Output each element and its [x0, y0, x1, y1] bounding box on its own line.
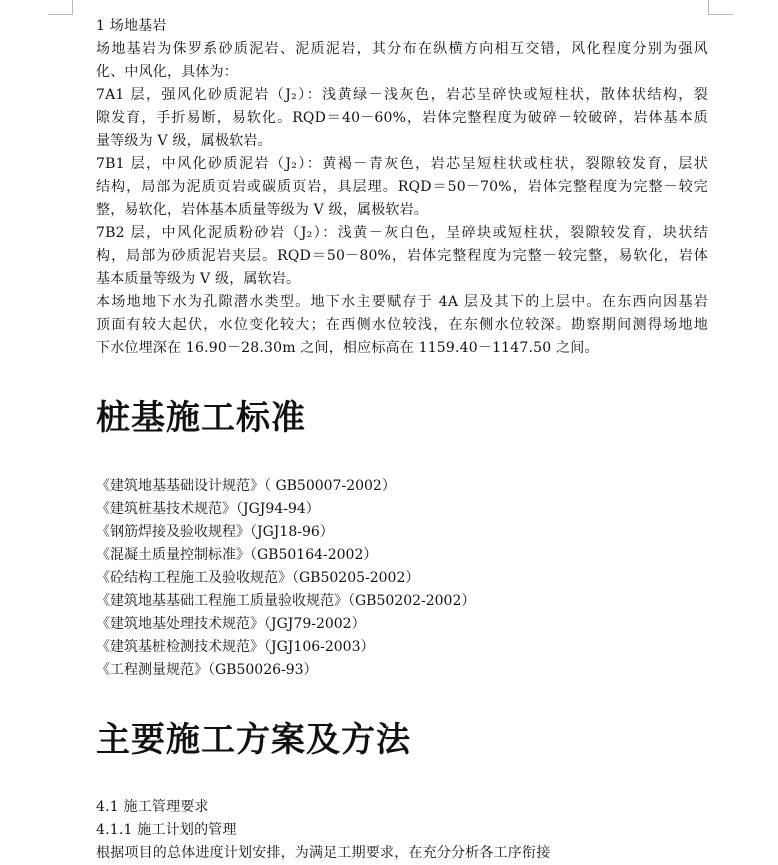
list-item: 《建筑地基基础设计规范》（ GB50007-2002） [96, 478, 396, 494]
paragraph-line: 化、中风化，具体为： [96, 64, 238, 80]
section-heading: 1 场地基岩 [96, 18, 167, 34]
paragraph-line: 顶面有较大起伏，水位变化较大；在西侧水位较浅，在东侧水位较深。勘察期间测得场地地 [96, 317, 708, 333]
paragraph-line: 7B2 层，中风化泥质粉砂岩（J₂）：浅黄－灰白色，呈碎块或短柱状，裂隙较发育，块状结 [96, 225, 708, 241]
paragraph-line: 7B1 层，中风化砂质泥岩（J₂）：黄褐－青灰色，岩芯呈短柱状或柱状，裂隙较发育，层状 [96, 156, 708, 172]
page-corner-mark-left [48, 0, 73, 15]
paragraph-line: 根据项目的总体进度计划安排，为满足工期要求，在充分分析各工序衔接 [96, 845, 551, 861]
list-item: 《建筑基桩检测技术规范》（JGJ106-2003） [96, 639, 375, 655]
list-item: 《建筑桩基技术规范》（JGJ94-94） [96, 501, 320, 517]
paragraph-line: 构，局部为砂质泥岩夹层。RQD＝50－80%，岩体完整程度为完整－较完整，易软化，岩体 [96, 248, 708, 264]
list-item: 《砼结构工程施工及验收规范》（GB50205-2002） [96, 570, 420, 586]
list-item: 《工程测量规范》（GB50026-93） [96, 662, 318, 678]
paragraph-line: 隙发育，手折易断，易软化。RQD＝40－60%，岩体完整程度为破碎－较破碎，岩体基本质 [96, 110, 708, 126]
section-title-pile-standards: 桩基施工标准 [96, 398, 306, 438]
paragraph-line: 量等级为 V 级，属极软岩。 [96, 133, 272, 149]
list-item: 《钢筋焊接及验收规程》（JGJ18-96） [96, 524, 334, 540]
paragraph-line: 本场地地下水为孔隙潜水类型。地下水主要赋存于 4A 层及其下的上层中。在东西向因基岩 [96, 294, 708, 310]
page-corner-mark-right [708, 0, 733, 15]
document-body [96, 15, 708, 865]
site-bedrock-section [96, 15, 708, 360]
paragraph-line: 下水位埋深在 16.90－28.30m 之间，相应标高在 1159.40－1147.50 之间。 [96, 340, 599, 356]
subsection-heading: 4.1 施工管理要求 [96, 799, 209, 815]
list-item: 《建筑地基基础工程施工质量验收规范》（GB50202-2002） [96, 593, 476, 609]
subsection-heading: 4.1.1 施工计划的管理 [96, 822, 237, 838]
section-title-construction-methods: 主要施工方案及方法 [96, 720, 411, 760]
standards-reference-list [96, 475, 708, 682]
list-item: 《建筑地基处理技术规范》（JGJ79-2002） [96, 616, 366, 632]
paragraph-line: 7A1 层，强风化砂质泥岩（J₂）：浅黄绿－浅灰色，岩芯呈碎快或短柱状，散体状结构，裂 [96, 87, 708, 103]
paragraph-line: 基本质量等级为 V 级，属软岩。 [96, 271, 301, 287]
paragraph-line: 整，易软化，岩体基本质量等级为 V 级，属极软岩。 [96, 202, 429, 218]
construction-methods-section [96, 796, 708, 865]
paragraph-line: 结构，局部为泥质页岩或碳质页岩，具层理。RQD＝50－70%，岩体完整程度为完整－较完 [96, 179, 708, 195]
paragraph-line: 场地基岩为侏罗系砂质泥岩、泥质泥岩，其分布在纵横方向相互交错，风化程度分别为强风 [96, 41, 708, 57]
list-item: 《混凝土质量控制标准》（GB50164-2002） [96, 547, 378, 563]
